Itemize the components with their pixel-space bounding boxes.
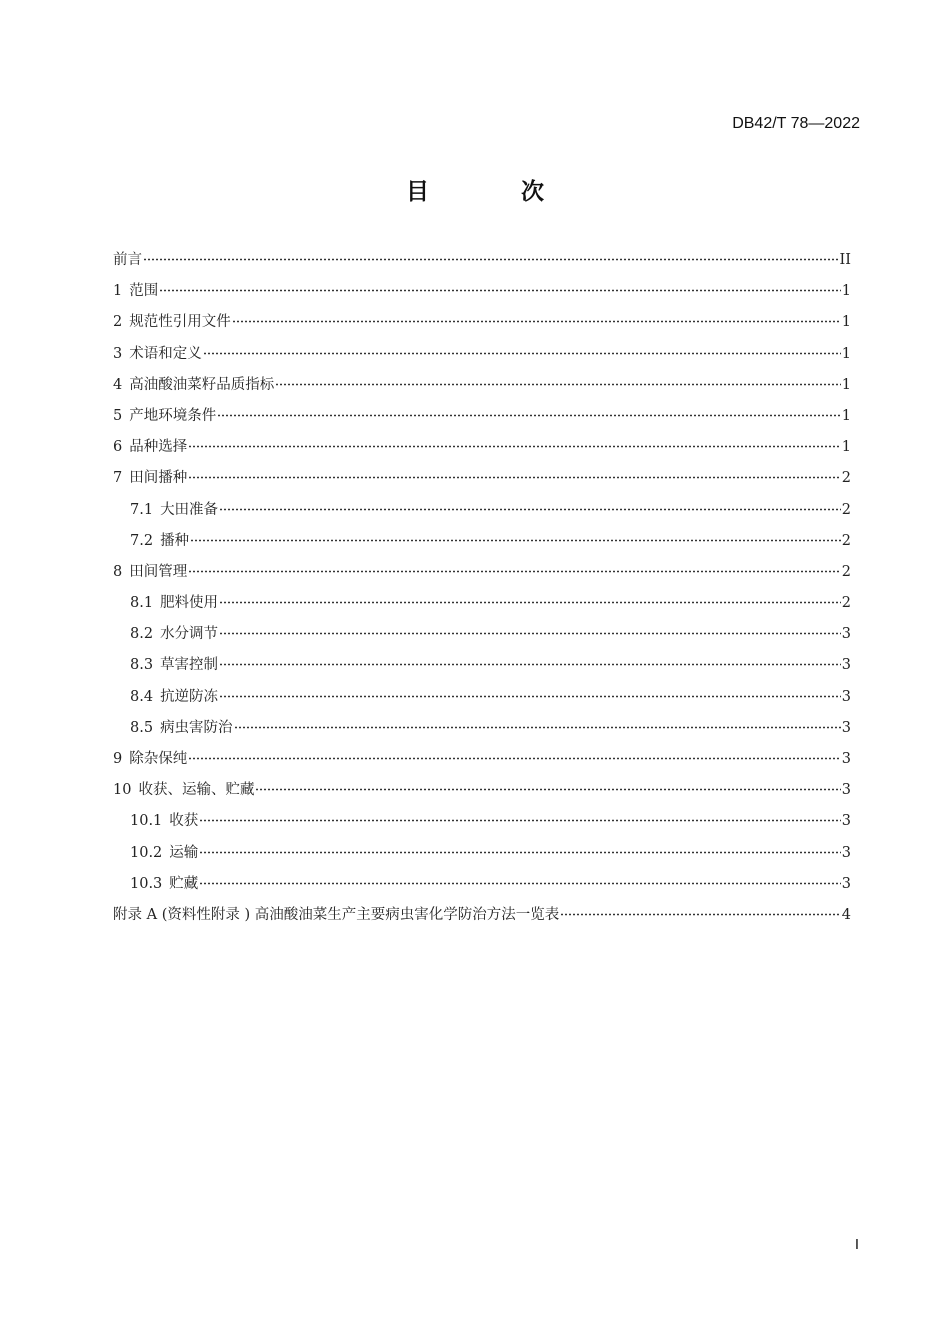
toc-entry-page: 1 [841, 376, 851, 393]
toc-entry-label: 贮藏 [169, 875, 199, 892]
toc-entry-number: 4 [113, 376, 123, 393]
toc-entry-page: 3 [841, 782, 851, 799]
toc-entry-page: 1 [841, 407, 851, 424]
dot-leader [255, 788, 840, 791]
dot-leader [199, 851, 840, 854]
toc-entry-8-1[interactable] [113, 591, 851, 622]
toc-entry-page: 1 [841, 439, 851, 456]
toc-entry-number: 1 [113, 283, 123, 300]
toc-entry-8-5[interactable] [113, 716, 851, 747]
toc-entry-label: 水分调节 [160, 626, 219, 643]
dot-leader [219, 632, 841, 635]
toc-entry-page: 2 [841, 532, 851, 549]
toc-entry-label: 田间管理 [129, 563, 188, 580]
toc-entry-10[interactable] [113, 778, 851, 809]
toc-entry-number: 5 [113, 407, 123, 424]
dot-leader [217, 414, 841, 417]
toc-entry-number: 10.1 [130, 813, 163, 830]
toc-entry-page: 3 [841, 657, 851, 674]
toc-entry-label: 除杂保纯 [129, 751, 188, 767]
toc-entry-7[interactable] [113, 466, 851, 497]
toc-entry-10-1[interactable] [113, 809, 851, 840]
toc-entry-8-3[interactable] [113, 653, 851, 684]
toc-entry-8-4[interactable] [113, 685, 851, 716]
toc-entry-page: 2 [841, 595, 851, 612]
dot-leader [159, 289, 841, 292]
toc-entry-label: 范围 [129, 283, 159, 300]
dot-leader [219, 508, 841, 511]
toc-entry-page: 4 [841, 906, 851, 923]
dot-leader [188, 757, 841, 760]
toc-entry-page: 3 [841, 688, 851, 705]
toc-entry-page: 1 [841, 314, 851, 331]
toc-entry-page: 1 [841, 345, 851, 362]
toc-entry-10-3[interactable] [113, 872, 851, 903]
dot-leader [219, 663, 841, 666]
dot-leader [199, 819, 840, 822]
toc-entry-number: 10 [113, 782, 132, 799]
toc-entry-label: 规范性引用文件 [129, 314, 231, 331]
toc-entry-number: 7 [113, 470, 123, 487]
toc-entry-number: 7.2 [130, 532, 154, 549]
toc-entry-page: 3 [841, 875, 851, 892]
page-title: 目 次 [405, 179, 586, 205]
toc-entry-number: 6 [113, 439, 123, 456]
toc-entry-label: 高油酸油菜籽品质指标 [129, 376, 275, 393]
toc-entry-2[interactable] [113, 310, 851, 341]
toc-entry-label: 收获、运输、贮藏 [138, 782, 255, 799]
toc-entry-4[interactable] [113, 373, 851, 404]
toc-entry-1[interactable] [113, 279, 851, 310]
toc-entry-label: 术语和定义 [129, 345, 202, 362]
document-code: DB42/T 78—2022 [732, 115, 860, 132]
toc-entry-9[interactable] [113, 747, 851, 778]
toc-entry-number: 7.1 [130, 501, 154, 518]
toc-entry-8[interactable] [113, 560, 851, 591]
dot-leader [232, 320, 841, 323]
dot-leader [219, 695, 841, 698]
toc-entry-label: 播种 [160, 532, 190, 549]
toc-entry-label: 附录 A (资料性附录 ) 高油酸油菜生产主要病虫害化学防治方法一览表 [113, 906, 560, 923]
toc-entry-8-2[interactable] [113, 622, 851, 653]
toc-entry-page: II [839, 252, 851, 268]
table-of-contents [113, 248, 851, 934]
page-number: I [854, 1236, 859, 1253]
toc-entry-6[interactable] [113, 435, 851, 466]
toc-entry-label: 前言 [113, 252, 142, 268]
toc-entry-page: 3 [841, 844, 851, 861]
dot-leader [234, 726, 841, 729]
toc-entry-5[interactable] [113, 404, 851, 435]
dot-leader [199, 882, 840, 885]
dot-leader [275, 383, 841, 386]
toc-entry-label: 大田准备 [160, 501, 219, 518]
toc-entry-7-2[interactable] [113, 529, 851, 560]
dot-leader [143, 258, 839, 261]
toc-entry-number: 3 [113, 345, 123, 362]
dot-leader [188, 445, 841, 448]
toc-entry-page: 2 [841, 501, 851, 518]
toc-entry-page: 1 [841, 283, 851, 300]
toc-entry-number: 8.2 [130, 626, 154, 643]
dot-leader [188, 570, 841, 573]
toc-entry-number: 9 [113, 751, 123, 767]
toc-entry-number: 2 [113, 314, 123, 331]
toc-entry-label: 品种选择 [129, 439, 188, 456]
toc-entry-label: 收获 [169, 813, 199, 830]
toc-entry-10-2[interactable] [113, 841, 851, 872]
toc-entry-label: 草害控制 [160, 657, 219, 674]
dot-leader [203, 352, 841, 355]
toc-entry-3[interactable] [113, 342, 851, 373]
toc-entry-label: 产地环境条件 [129, 407, 217, 424]
toc-entry-number: 8 [113, 563, 123, 580]
dot-leader [560, 913, 841, 916]
dot-leader [188, 476, 841, 479]
toc-entry-page: 3 [841, 626, 851, 643]
toc-entry-page: 3 [841, 751, 851, 767]
toc-entry-number: 10.2 [130, 844, 163, 861]
toc-entry-number: 8.5 [130, 719, 154, 736]
toc-entry-label: 肥料使用 [160, 595, 219, 612]
toc-entry-foreword[interactable] [113, 248, 851, 279]
toc-entry-label: 运输 [169, 844, 199, 861]
toc-entry-label: 田间播种 [129, 470, 188, 487]
toc-entry-7-1[interactable] [113, 498, 851, 529]
toc-entry-page: 3 [841, 719, 851, 736]
toc-entry-number: 8.4 [130, 688, 154, 705]
dot-leader [190, 539, 841, 542]
toc-entry-appendix-a[interactable] [113, 903, 851, 934]
toc-entry-page: 3 [841, 813, 851, 830]
dot-leader [219, 601, 841, 604]
toc-entry-number: 10.3 [130, 875, 163, 892]
toc-entry-number: 8.1 [130, 595, 154, 612]
toc-entry-page: 2 [841, 563, 851, 580]
toc-entry-label: 抗逆防冻 [160, 688, 219, 705]
toc-entry-page: 2 [841, 470, 851, 487]
toc-entry-number: 8.3 [130, 657, 154, 674]
toc-entry-label: 病虫害防治 [160, 719, 233, 736]
